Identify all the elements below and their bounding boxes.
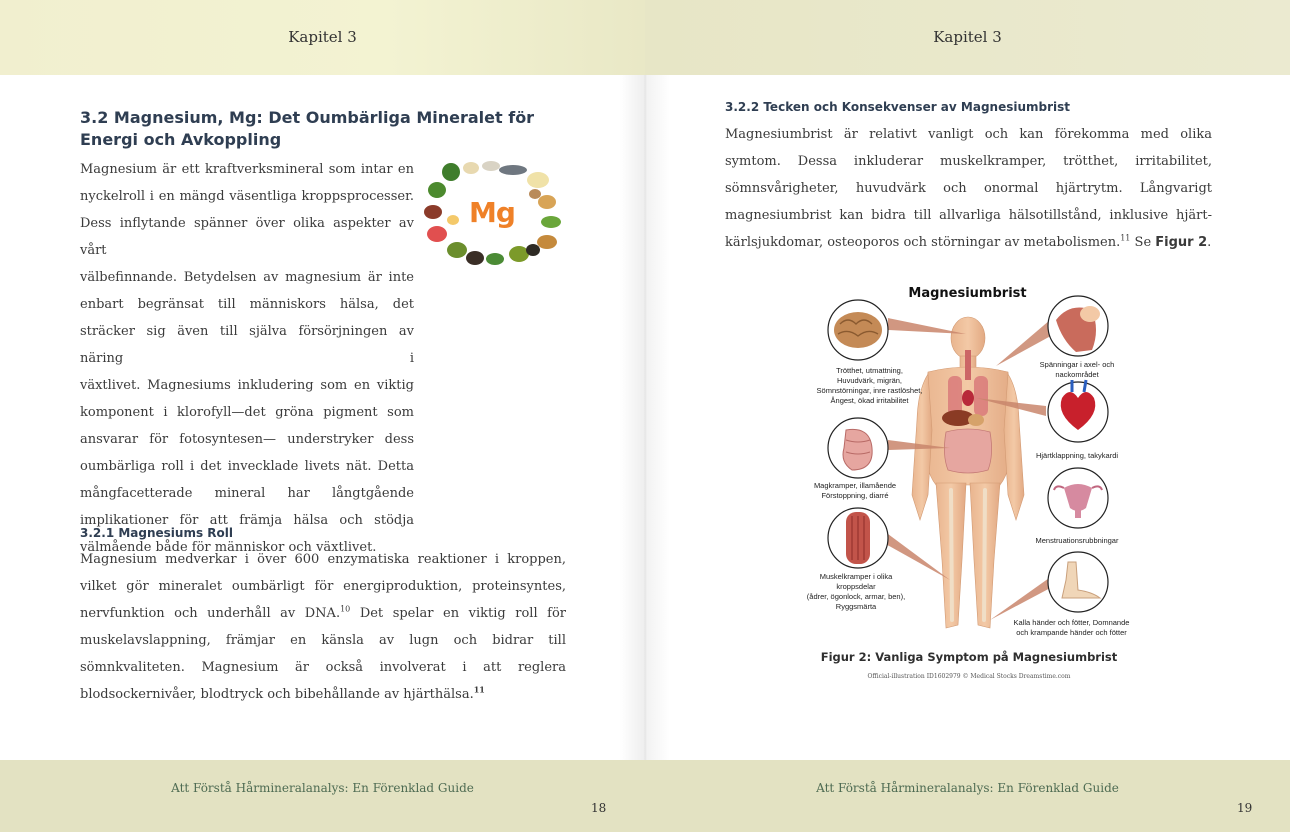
note-line: Förstoppning, diarré — [821, 491, 889, 500]
stomach-icon — [843, 429, 872, 470]
note-line: Muskelkramper i olika kroppsdelar — [819, 572, 893, 591]
stomach-symptoms — [800, 481, 910, 501]
figure-caption: Figur 2: Vanliga Symptom på Magnesiumbrist — [820, 650, 1118, 664]
footnote-ref[interactable]: 11 — [1120, 233, 1131, 243]
heart-symptoms — [1022, 451, 1132, 461]
subsection-heading: 3.2.2 Tecken och Konsekvenser av Magnesiumbrist — [725, 100, 1071, 114]
book-spine-shadow — [620, 75, 670, 760]
figure-title: Magnesiumbrist — [908, 286, 1027, 301]
intro-line: enbart begränsat till människors hälsa, det — [80, 297, 414, 312]
figure-link[interactable]: Figur 2 — [1155, 235, 1208, 250]
intro-paragraph — [80, 156, 414, 561]
intro-line: mångfacetterade mineral har långtgående — [80, 486, 414, 501]
footer-book-title: Att Förstå Hårmineralanalys: En Förenklad Guide — [816, 781, 1119, 795]
note-line: Menstruationsrubbningar — [1035, 536, 1119, 545]
role-text-2: Det spelar en viktig roll för muskelavslappning, främjar en känsla av lugn och bidrar till sömnkvaliteten. Magnesium är också involverat i att reglera blodsockernivåer, blodtryck och bibehållande av hjärthälsa. — [80, 606, 566, 702]
intro-line: sträcker sig även till själva försörjningen av näring i — [80, 324, 414, 366]
page-number: 18 — [591, 801, 607, 815]
role-text-1: Magnesium medverkar i över 600 enzymatiska reaktioner i kroppen, vilket gör mineralet oumbärligt för energiproduktion, proteinsyntes, nervfunktion och underhåll av DNA. — [80, 552, 566, 621]
footer-book-title: Att Förstå Hårmineralanalys: En Förenklad Guide — [171, 781, 474, 795]
page-number: 19 — [1237, 801, 1253, 815]
intro-line: komponent i klorofyll—det gröna pigment som — [80, 405, 414, 420]
mg-symbol-label: Mg — [469, 196, 515, 229]
deficiency-paragraph — [725, 121, 1212, 256]
note-line: nackområdet — [1055, 370, 1099, 379]
see-text: Se — [1130, 235, 1156, 250]
muscle-icon — [846, 512, 870, 564]
section-heading: 3.2 Magnesium, Mg: Det Oumbärliga Mineralet för Energi och Avkoppling — [80, 108, 535, 149]
intro-line: nyckelroll i en mängd väsentliga kroppsprocesser. — [80, 189, 414, 204]
page-header — [0, 0, 645, 75]
deficiency-text: Magnesiumbrist är relativt vanligt och kan förekomma med olika symtom. Dessa inkluderar muskelkramper, trötthet, irritabilitet, sömnsvårigheter, huvudvärk och onormal hjärtrytm. Långvarigt magnesiumbrist kan bidra till allvarliga hälsotillstånd, inklusive hjärt-kärlsjukdomar, osteoporos och störningar av metabolismen. — [725, 127, 1212, 250]
chapter-label: Kapitel 3 — [288, 28, 357, 46]
chapter-label: Kapitel 3 — [933, 28, 1002, 46]
magnesium-foods-image — [423, 158, 569, 270]
intro-line: Dess inflytande spänner över olika aspekter av vårt — [80, 216, 414, 258]
feet-symptoms — [1008, 618, 1135, 638]
intro-line: Magnesium är ett kraftverksmineral som intar en — [80, 162, 414, 177]
note-line: Kalla händer och fötter, Domnande — [1013, 618, 1130, 627]
intro-line: ansvarar för fotosyntesen— understryker dess — [80, 432, 414, 447]
footnote-ref[interactable]: 10 — [340, 604, 351, 614]
footnote-ref[interactable]: 11 — [473, 684, 485, 695]
note-line: Ångest, ökad irritabilitet — [830, 396, 909, 405]
page-footer — [0, 760, 645, 832]
period: . — [1207, 235, 1212, 250]
note-line: Sömnstörningar, inre rastlöshet, — [816, 386, 923, 395]
brain-icon — [834, 312, 882, 348]
note-line: Hjärtklappning, takykardi — [1035, 451, 1119, 460]
intro-line: välbefinnande. Betydelsen av magnesium är inte — [80, 270, 414, 285]
uterus-symptoms — [1022, 536, 1132, 546]
page-header — [645, 0, 1290, 75]
subsection-heading: 3.2.1 Magnesiums Roll — [80, 526, 233, 540]
shoulder-symptoms — [1022, 360, 1132, 380]
role-paragraph — [80, 546, 566, 708]
note-line: Magkramper, illamående — [813, 481, 897, 490]
note-line: (ådrer, ögonlock, armar, ben), — [806, 592, 906, 601]
note-line: Ryggsmärta — [835, 602, 877, 611]
image-credit: Official-illustration ID1602979 © Medical Stocks Dreamstime.com — [867, 673, 1071, 680]
note-line: och krampande händer och fötter — [1016, 628, 1127, 637]
intro-line: växtlivet. Magnesiums inkludering som en viktig — [80, 378, 414, 393]
note-line: Trötthet, utmattning, — [836, 366, 903, 375]
note-line: Huvudvärk, migrän, — [836, 376, 903, 385]
page-footer — [645, 760, 1290, 832]
note-line: Spänningar i axel- och — [1039, 360, 1115, 369]
intro-line: implikationer för att främja hälsa och stödja — [80, 513, 414, 528]
magnesium-deficiency-figure — [800, 280, 1135, 640]
intro-line: oumbärliga roll i det invecklade livets nät. Detta — [80, 459, 414, 474]
muscle-symptoms — [800, 572, 912, 612]
brain-symptoms — [812, 366, 927, 406]
intro-line: välmående både för människor och växtlivet. — [80, 540, 377, 555]
